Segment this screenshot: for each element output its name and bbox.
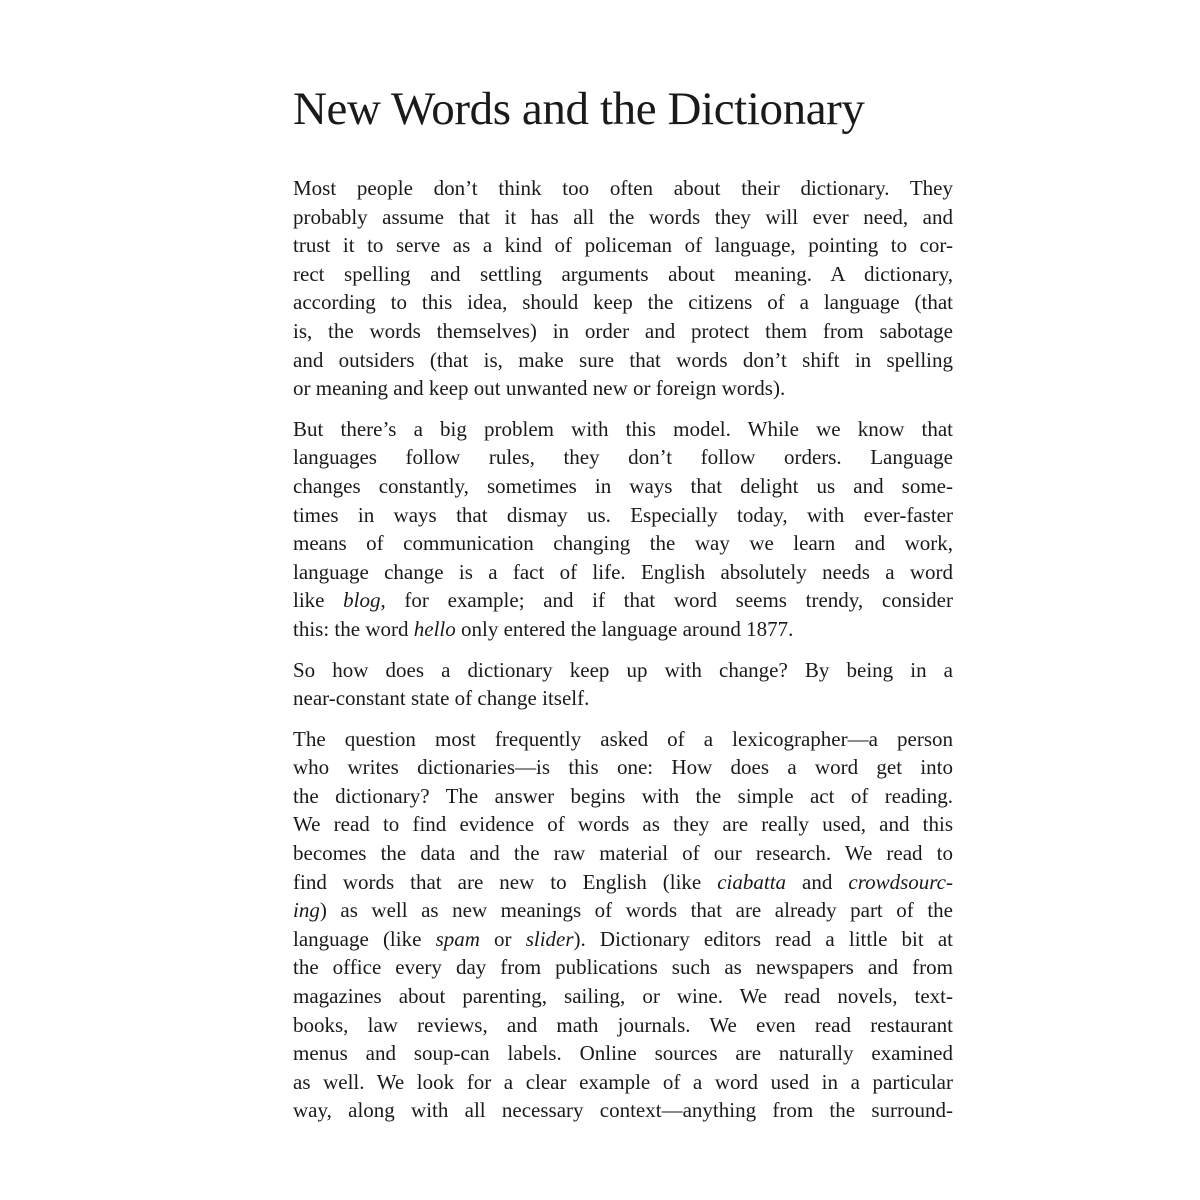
text-segment: as well. We look for a clear example of a word used in a particular (293, 1069, 953, 1094)
text-line (293, 501, 953, 530)
italic-term: crowdsourc- (848, 869, 953, 894)
text-segment: language (like (293, 926, 436, 951)
text-segment: , for example; and if that word seems trendy, consider (380, 588, 953, 613)
text-segment: like (293, 588, 344, 613)
italic-term: spam (435, 926, 480, 951)
text-segment: But there’s a big problem with this model. While we know that (293, 416, 953, 441)
text-segment: trust it to serve as a kind of policeman of language, pointing to cor- (293, 233, 953, 258)
text-segment: means of communication changing the way we learn and work, (293, 531, 953, 556)
text-line (293, 1068, 953, 1097)
text-segment: or (479, 926, 526, 951)
text-line (293, 415, 953, 444)
text-segment: books, law reviews, and math journals. We even read restaurant (293, 1012, 953, 1037)
text-line (293, 472, 953, 501)
text-line (293, 753, 953, 782)
text-segment: who writes dictionaries—is this one: How does a word get into (293, 755, 953, 780)
text-segment: rect spelling and settling arguments about meaning. A dictionary, (293, 261, 953, 286)
text-line (293, 839, 953, 868)
paragraph (293, 415, 953, 644)
body-text (293, 174, 953, 1125)
text-segment: languages follow rules, they don’t follow orders. Language (293, 445, 953, 470)
text-segment: according to this idea, should keep the citizens of a language (that (293, 290, 953, 315)
italic-term: blog (343, 588, 381, 613)
text-line (293, 1039, 953, 1068)
text-segment: the dictionary? The answer begins with the simple act of reading. (293, 783, 953, 808)
text-line (293, 810, 953, 839)
page-title: New Words and the Dictionary (293, 83, 865, 135)
text-line (293, 529, 953, 558)
text-segment: only entered the language around 1877. (455, 616, 794, 641)
italic-term: ciabatta (717, 869, 787, 894)
text-segment: way, along with all necessary context—anything from the surround- (293, 1098, 953, 1123)
text-line (293, 443, 953, 472)
text-line (293, 1096, 953, 1125)
text-line (293, 288, 953, 317)
italic-term: ing (293, 898, 320, 923)
text-line (293, 558, 953, 587)
paragraph (293, 656, 953, 713)
text-segment: changes constantly, sometimes in ways that delight us and some- (293, 473, 953, 498)
text-line (293, 203, 953, 232)
paragraph (293, 174, 953, 403)
text-segment: find words that are new to English (like (293, 869, 718, 894)
text-line (293, 982, 953, 1011)
text-line (293, 782, 953, 811)
text-segment: is, the words themselves) in order and protect them from sabotage (293, 318, 953, 343)
text-line (293, 231, 953, 260)
book-page (293, 78, 953, 1137)
text-segment: near-constant state of change itself. (293, 686, 590, 711)
text-line (293, 1011, 953, 1040)
text-segment: this: the word (293, 616, 414, 641)
italic-term: slider (525, 926, 574, 951)
text-line (293, 868, 953, 897)
text-segment: probably assume that it has all the words they will ever need, and (293, 204, 953, 229)
text-line (293, 725, 953, 754)
text-segment: times in ways that dismay us. Especially today, with ever-faster (293, 502, 953, 527)
text-line (293, 656, 953, 685)
text-line (293, 346, 953, 375)
text-segment: Most people don’t think too often about their dictionary. They (293, 176, 953, 200)
text-segment: language change is a fact of life. English absolutely needs a word (293, 559, 953, 584)
text-segment: The question most frequently asked of a lexicographer—a person (293, 726, 953, 751)
text-segment: ). Dictionary editors read a little bit at (573, 926, 953, 951)
text-segment: We read to find evidence of words as they are really used, and this (293, 812, 953, 837)
text-line (293, 953, 953, 982)
text-segment: or meaning and keep out unwanted new or foreign words). (293, 376, 786, 401)
text-line (293, 615, 953, 644)
text-segment: menus and soup-can labels. Online sources are naturally examined (293, 1041, 953, 1066)
text-segment: and outsiders (that is, make sure that words don’t shift in spelling (293, 347, 953, 372)
text-line (293, 684, 953, 713)
text-line (293, 896, 953, 925)
text-line (293, 174, 953, 203)
paragraph (293, 725, 953, 1125)
text-segment: becomes the data and the raw material of our research. We read to (293, 841, 953, 866)
text-line (293, 374, 953, 403)
text-segment: magazines about parenting, sailing, or wine. We read novels, text- (293, 984, 953, 1009)
italic-term: hello (413, 616, 456, 641)
text-segment: So how does a dictionary keep up with change? By being in a (293, 657, 953, 682)
text-line (293, 260, 953, 289)
text-line (293, 586, 953, 615)
text-segment: the office every day from publications such as newspapers and from (293, 955, 953, 980)
text-segment: ) as well as new meanings of words that are already part of the (319, 898, 953, 923)
text-line (293, 925, 953, 954)
text-line (293, 317, 953, 346)
text-segment: and (786, 869, 849, 894)
